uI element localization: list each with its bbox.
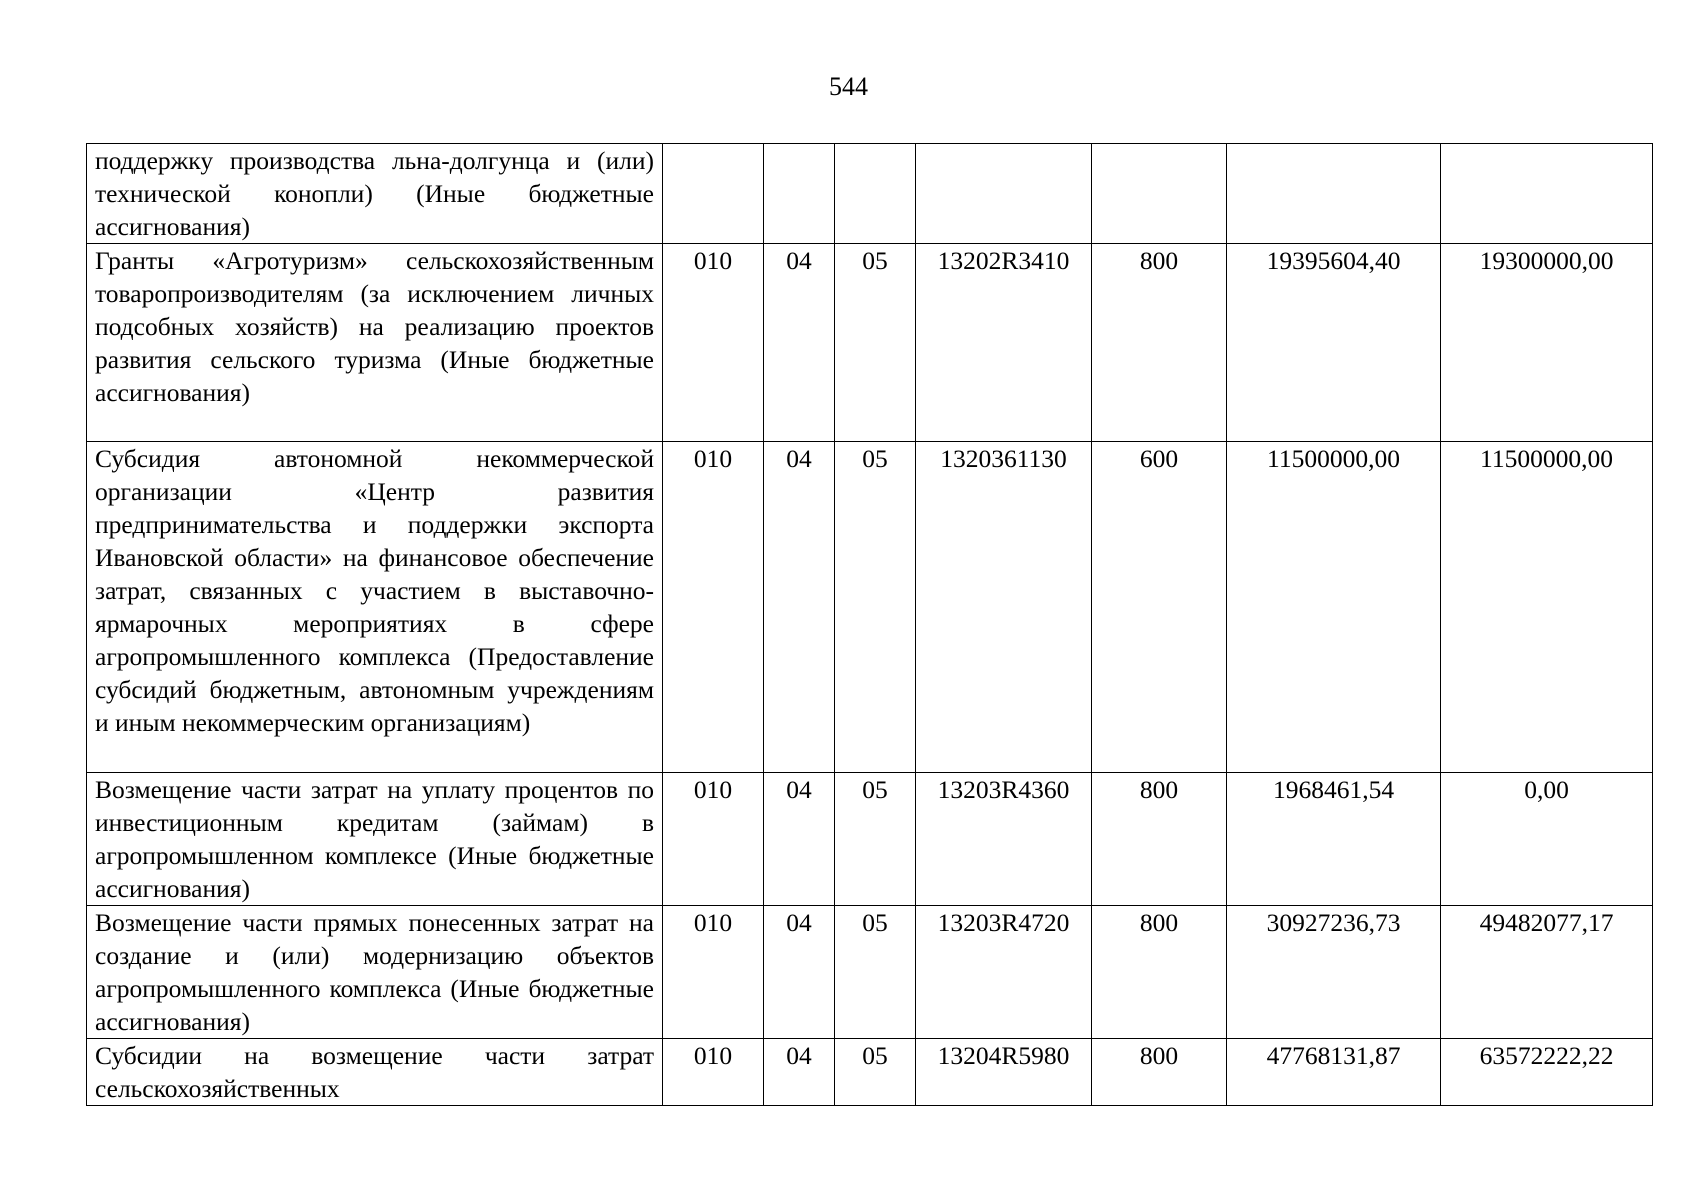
amount-year1: 19395604,40 xyxy=(1227,244,1441,442)
row-description: Гранты «Агротуризм» сельскохозяйственным товаропроизводителям (за исключением личных подсобных хозяйств) на реализацию проектов развития сельского туризма (Иные бюджетные ассигнования) xyxy=(87,244,663,442)
ministry-code: 010 xyxy=(663,773,764,906)
table-row xyxy=(87,442,1653,773)
ministry-code: 010 xyxy=(663,1039,764,1106)
expense-type-code: 800 xyxy=(1092,906,1227,1039)
section-code: 04 xyxy=(764,244,835,442)
section-code xyxy=(764,144,835,244)
amount-year2: 19300000,00 xyxy=(1441,244,1653,442)
section-code: 04 xyxy=(764,1039,835,1106)
table-row xyxy=(87,1039,1653,1106)
target-article-code: 1320361130 xyxy=(916,442,1092,773)
amount-year2: 0,00 xyxy=(1441,773,1653,906)
row-description: Субсидия автономной некоммерческой организации «Центр развития предпринимательства и поддержки экспорта Ивановской области» на финансовое обеспечение затрат, связанных с участием в выставочно-ярмарочных мероприятиях в сфере агропромышленного комплекса (Предоставление субсидий бюджетным, автономным учреждениям и иным некоммерческим организациям) xyxy=(87,442,663,773)
expense-type-code xyxy=(1092,144,1227,244)
amount-year1 xyxy=(1227,144,1441,244)
amount-year1: 1968461,54 xyxy=(1227,773,1441,906)
amount-year1: 11500000,00 xyxy=(1227,442,1441,773)
expense-type-code: 800 xyxy=(1092,773,1227,906)
target-article-code: 13203R4720 xyxy=(916,906,1092,1039)
ministry-code: 010 xyxy=(663,906,764,1039)
expense-type-code: 800 xyxy=(1092,244,1227,442)
ministry-code: 010 xyxy=(663,244,764,442)
amount-year2: 11500000,00 xyxy=(1441,442,1653,773)
row-description: поддержку производства льна-долгунца и (или) технической конопли) (Иные бюджетные ассигнования) xyxy=(87,144,663,244)
row-description: Возмещение части затрат на уплату процентов по инвестиционным кредитам (займам) в агропромышленном комплексе (Иные бюджетные ассигнования) xyxy=(87,773,663,906)
row-description: Возмещение части прямых понесенных затрат на создание и (или) модернизацию объектов агропромышленного комплекса (Иные бюджетные ассигнования) xyxy=(87,906,663,1039)
table-row xyxy=(87,906,1653,1039)
section-code: 04 xyxy=(764,906,835,1039)
subsection-code: 05 xyxy=(835,906,916,1039)
subsection-code: 05 xyxy=(835,442,916,773)
row-description: Субсидии на возмещение части затрат сельскохозяйственных xyxy=(87,1039,663,1106)
amount-year2: 63572222,22 xyxy=(1441,1039,1653,1106)
expense-type-code: 600 xyxy=(1092,442,1227,773)
table-row xyxy=(87,144,1653,244)
target-article-code: 13203R4360 xyxy=(916,773,1092,906)
subsection-code xyxy=(835,144,916,244)
amount-year1: 30927236,73 xyxy=(1227,906,1441,1039)
section-code: 04 xyxy=(764,773,835,906)
target-article-code xyxy=(916,144,1092,244)
amount-year1: 47768131,87 xyxy=(1227,1039,1441,1106)
budget-table xyxy=(86,143,1653,1106)
target-article-code: 13204R5980 xyxy=(916,1039,1092,1106)
subsection-code: 05 xyxy=(835,773,916,906)
section-code: 04 xyxy=(764,442,835,773)
subsection-code: 05 xyxy=(835,244,916,442)
table-row xyxy=(87,244,1653,442)
expense-type-code: 800 xyxy=(1092,1039,1227,1106)
page-number: 544 xyxy=(829,72,868,101)
ministry-code xyxy=(663,144,764,244)
target-article-code: 13202R3410 xyxy=(916,244,1092,442)
amount-year2: 49482077,17 xyxy=(1441,906,1653,1039)
table-row xyxy=(87,773,1653,906)
subsection-code: 05 xyxy=(835,1039,916,1106)
ministry-code: 010 xyxy=(663,442,764,773)
amount-year2 xyxy=(1441,144,1653,244)
